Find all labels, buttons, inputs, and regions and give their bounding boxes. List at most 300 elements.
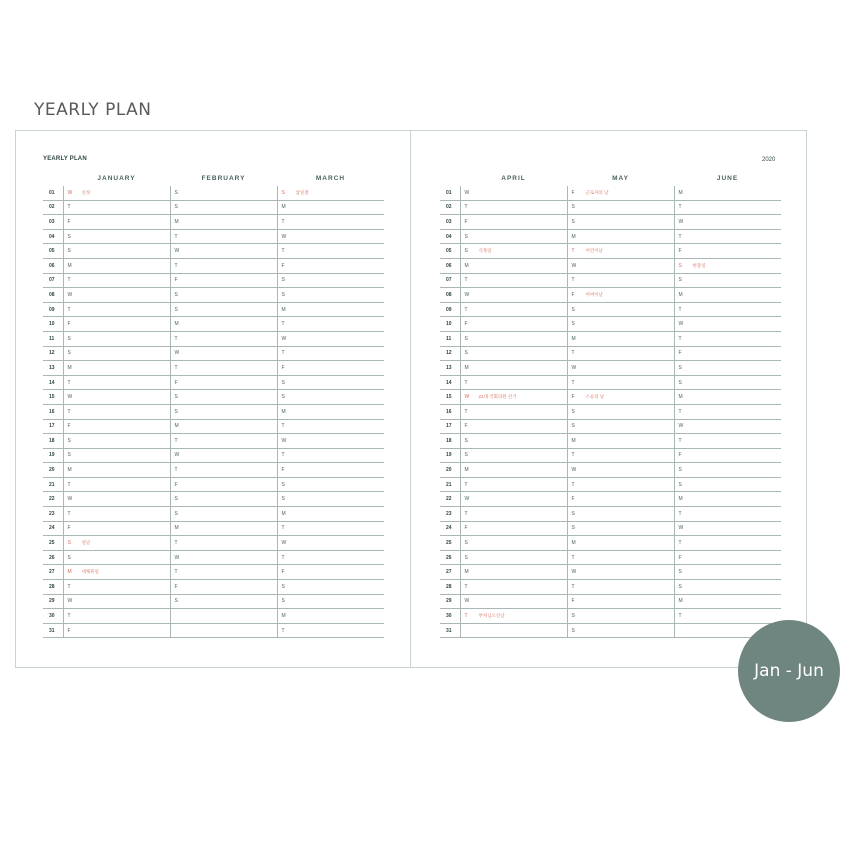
day-row	[43, 419, 384, 434]
weekday-letter: M	[174, 218, 179, 225]
day-cell[interactable]	[277, 258, 384, 273]
day-cell[interactable]	[170, 550, 277, 565]
day-cell[interactable]	[63, 623, 170, 638]
day-cell[interactable]	[170, 536, 277, 551]
day-cell[interactable]	[674, 565, 781, 580]
weekday-letter: T	[174, 364, 178, 371]
day-cell[interactable]	[460, 565, 567, 580]
day-cell[interactable]	[674, 361, 781, 376]
weekday-letter: S	[571, 321, 575, 328]
day-cell[interactable]	[63, 244, 170, 259]
day-number: 05	[43, 244, 63, 259]
day-cell[interactable]	[567, 419, 674, 434]
day-cell[interactable]	[567, 229, 674, 244]
day-cell[interactable]	[170, 317, 277, 332]
day-cell[interactable]	[567, 492, 674, 507]
weekday-letter: M	[464, 467, 469, 474]
day-cell[interactable]	[277, 317, 384, 332]
day-number: 09	[440, 302, 460, 317]
day-row	[43, 623, 384, 638]
day-cell[interactable]	[460, 258, 567, 273]
day-cell[interactable]	[277, 273, 384, 288]
day-cell[interactable]	[567, 200, 674, 215]
day-cell[interactable]	[460, 200, 567, 215]
day-cell[interactable]	[674, 477, 781, 492]
weekday-letter: W	[678, 321, 684, 328]
day-cell[interactable]	[460, 609, 567, 624]
day-row	[440, 609, 781, 624]
day-cell[interactable]	[674, 273, 781, 288]
weekday-letter: M	[678, 394, 683, 401]
day-number: 28	[440, 580, 460, 595]
day-number: 20	[440, 463, 460, 478]
day-cell[interactable]	[277, 404, 384, 419]
day-cell[interactable]	[170, 258, 277, 273]
day-number: 15	[440, 390, 460, 405]
day-cell[interactable]	[63, 609, 170, 624]
day-number: 27	[440, 565, 460, 580]
range-badge: Jan - Jun	[738, 620, 840, 722]
day-cell[interactable]	[277, 288, 384, 303]
day-number: 16	[43, 404, 63, 419]
day-cell[interactable]	[567, 258, 674, 273]
day-cell[interactable]	[277, 434, 384, 449]
weekday-letter: M	[67, 569, 72, 576]
day-cell[interactable]	[567, 244, 674, 259]
day-number: 29	[440, 594, 460, 609]
day-cell[interactable]	[674, 448, 781, 463]
day-cell[interactable]	[63, 331, 170, 346]
day-cell[interactable]	[170, 477, 277, 492]
weekday-letter: T	[174, 467, 178, 474]
day-cell[interactable]	[674, 521, 781, 536]
day-cell[interactable]	[460, 521, 567, 536]
day-cell[interactable]	[567, 317, 674, 332]
day-cell[interactable]	[460, 477, 567, 492]
day-number: 08	[440, 288, 460, 303]
day-cell[interactable]	[63, 434, 170, 449]
day-number: 22	[440, 492, 460, 507]
day-row	[440, 215, 781, 230]
weekday-letter: W	[174, 452, 180, 459]
weekday-letter: T	[174, 335, 178, 342]
day-cell[interactable]	[63, 536, 170, 551]
day-cell[interactable]	[63, 186, 170, 200]
weekday-letter: T	[571, 452, 575, 459]
day-number: 21	[440, 477, 460, 492]
day-cell[interactable]	[567, 536, 674, 551]
day-cell[interactable]	[63, 550, 170, 565]
day-cell[interactable]	[170, 580, 277, 595]
weekday-letter: T	[281, 423, 285, 430]
day-cell[interactable]	[170, 404, 277, 419]
weekday-letter: S	[678, 379, 682, 386]
day-cell[interactable]	[460, 375, 567, 390]
day-cell[interactable]	[277, 536, 384, 551]
day-cell[interactable]	[460, 273, 567, 288]
day-cell[interactable]	[63, 404, 170, 419]
day-cell[interactable]	[460, 623, 567, 638]
day-cell[interactable]	[674, 186, 781, 200]
weekday-letter: F	[281, 262, 285, 269]
day-cell[interactable]	[567, 215, 674, 230]
weekday-letter: M	[678, 189, 683, 196]
weekday-letter: S	[174, 291, 178, 298]
weekday-letter: T	[464, 204, 468, 211]
weekday-letter: T	[67, 379, 71, 386]
day-cell[interactable]	[567, 609, 674, 624]
day-cell[interactable]	[63, 273, 170, 288]
day-cell[interactable]	[674, 375, 781, 390]
weekday-letter: S	[281, 394, 285, 401]
weekday-letter: M	[571, 335, 576, 342]
day-number: 03	[43, 215, 63, 230]
day-cell[interactable]	[63, 317, 170, 332]
day-cell[interactable]	[277, 331, 384, 346]
day-row	[440, 536, 781, 551]
weekday-letter: S	[464, 350, 468, 357]
weekday-letter: S	[678, 262, 682, 269]
day-cell[interactable]	[277, 302, 384, 317]
day-cell[interactable]	[277, 229, 384, 244]
day-row	[43, 609, 384, 624]
day-row	[440, 404, 781, 419]
holiday-note: 부처님오신날	[478, 613, 505, 619]
weekday-letter: T	[67, 583, 71, 590]
weekday-letter: T	[281, 627, 285, 634]
day-cell[interactable]	[674, 244, 781, 259]
day-cell[interactable]	[170, 361, 277, 376]
day-cell[interactable]	[674, 594, 781, 609]
day-cell[interactable]	[63, 390, 170, 405]
day-cell[interactable]	[460, 507, 567, 522]
weekday-letter: T	[678, 335, 682, 342]
weekday-letter: W	[571, 364, 577, 371]
day-cell[interactable]	[63, 492, 170, 507]
weekday-letter: W	[281, 233, 287, 240]
day-cell[interactable]	[277, 186, 384, 200]
day-cell[interactable]	[567, 302, 674, 317]
weekday-letter: F	[464, 525, 468, 532]
day-number: 31	[440, 623, 460, 638]
day-cell[interactable]	[170, 302, 277, 317]
weekday-letter: M	[281, 408, 286, 415]
day-cell[interactable]	[170, 200, 277, 215]
day-cell[interactable]	[63, 375, 170, 390]
day-cell[interactable]	[170, 273, 277, 288]
day-row	[440, 477, 781, 492]
day-row	[43, 258, 384, 273]
day-cell[interactable]	[277, 448, 384, 463]
day-cell[interactable]	[170, 594, 277, 609]
day-cell[interactable]	[63, 200, 170, 215]
day-cell[interactable]	[567, 331, 674, 346]
day-cell[interactable]	[674, 258, 781, 273]
day-cell[interactable]	[674, 331, 781, 346]
day-cell[interactable]	[277, 492, 384, 507]
day-cell[interactable]	[170, 288, 277, 303]
day-cell[interactable]	[63, 594, 170, 609]
day-cell[interactable]	[567, 361, 674, 376]
day-cell[interactable]	[277, 477, 384, 492]
day-cell[interactable]	[277, 200, 384, 215]
day-cell[interactable]	[567, 404, 674, 419]
day-row	[43, 288, 384, 303]
day-number: 14	[440, 375, 460, 390]
day-cell[interactable]	[63, 419, 170, 434]
day-cell[interactable]	[63, 580, 170, 595]
day-cell[interactable]	[460, 317, 567, 332]
day-cell[interactable]	[460, 346, 567, 361]
day-cell[interactable]	[567, 346, 674, 361]
day-cell[interactable]	[170, 609, 277, 624]
day-cell[interactable]	[674, 302, 781, 317]
day-cell[interactable]	[460, 229, 567, 244]
day-number: 14	[43, 375, 63, 390]
day-cell[interactable]	[170, 434, 277, 449]
day-cell[interactable]	[170, 521, 277, 536]
day-cell[interactable]	[567, 521, 674, 536]
weekday-letter: W	[464, 189, 470, 196]
day-cell[interactable]	[277, 565, 384, 580]
day-cell[interactable]	[460, 361, 567, 376]
page-gutter	[410, 130, 411, 668]
weekday-letter: S	[678, 277, 682, 284]
day-cell[interactable]	[674, 229, 781, 244]
day-row	[440, 244, 781, 259]
day-number-header	[43, 170, 63, 186]
weekday-letter: W	[281, 437, 287, 444]
day-cell[interactable]	[567, 565, 674, 580]
day-cell[interactable]	[567, 463, 674, 478]
weekday-letter: W	[67, 189, 73, 196]
day-cell[interactable]	[170, 390, 277, 405]
day-cell[interactable]	[567, 594, 674, 609]
weekday-letter: T	[281, 525, 285, 532]
day-cell[interactable]	[460, 186, 567, 200]
weekday-letter: M	[678, 291, 683, 298]
weekday-letter: W	[67, 291, 73, 298]
month-header-may: MAY	[612, 174, 629, 182]
day-cell[interactable]	[674, 390, 781, 405]
day-cell[interactable]	[63, 361, 170, 376]
day-cell[interactable]	[170, 448, 277, 463]
day-row	[43, 594, 384, 609]
day-cell[interactable]	[460, 492, 567, 507]
day-cell[interactable]	[567, 273, 674, 288]
weekday-letter: W	[571, 569, 577, 576]
weekday-letter: T	[464, 613, 468, 620]
day-cell[interactable]	[674, 317, 781, 332]
day-cell[interactable]	[277, 507, 384, 522]
day-cell[interactable]	[63, 521, 170, 536]
day-cell[interactable]	[63, 507, 170, 522]
day-cell[interactable]	[674, 200, 781, 215]
day-cell[interactable]	[63, 258, 170, 273]
day-cell[interactable]	[567, 390, 674, 405]
day-cell[interactable]	[170, 244, 277, 259]
day-cell[interactable]	[277, 419, 384, 434]
day-row	[440, 419, 781, 434]
day-number: 04	[440, 229, 460, 244]
day-cell[interactable]	[170, 375, 277, 390]
day-cell[interactable]	[277, 346, 384, 361]
day-number: 30	[440, 609, 460, 624]
day-cell[interactable]	[170, 186, 277, 200]
weekday-letter: S	[571, 510, 575, 517]
weekday-letter: T	[281, 218, 285, 225]
day-cell[interactable]	[170, 419, 277, 434]
day-cell[interactable]	[674, 580, 781, 595]
day-cell[interactable]	[674, 609, 781, 624]
weekday-letter: M	[281, 510, 286, 517]
day-cell[interactable]	[567, 580, 674, 595]
day-cell[interactable]	[277, 244, 384, 259]
weekday-letter: T	[571, 583, 575, 590]
day-number: 27	[43, 565, 63, 580]
weekday-letter: F	[174, 583, 178, 590]
weekday-letter: F	[281, 569, 285, 576]
day-row	[440, 492, 781, 507]
day-cell[interactable]	[674, 288, 781, 303]
day-cell[interactable]	[277, 390, 384, 405]
day-cell[interactable]	[277, 550, 384, 565]
day-cell[interactable]	[567, 550, 674, 565]
weekday-letter: W	[678, 218, 684, 225]
day-cell[interactable]	[277, 361, 384, 376]
day-number: 17	[43, 419, 63, 434]
day-cell[interactable]	[674, 346, 781, 361]
day-cell[interactable]	[460, 434, 567, 449]
day-cell[interactable]	[277, 375, 384, 390]
day-cell[interactable]	[63, 463, 170, 478]
day-cell[interactable]	[567, 288, 674, 303]
day-cell[interactable]	[277, 580, 384, 595]
day-row	[43, 492, 384, 507]
day-cell[interactable]	[63, 448, 170, 463]
weekday-letter: T	[571, 554, 575, 561]
day-row	[440, 302, 781, 317]
weekday-letter: M	[281, 613, 286, 620]
day-cell[interactable]	[277, 594, 384, 609]
day-cell[interactable]	[460, 419, 567, 434]
day-cell[interactable]	[170, 492, 277, 507]
day-cell[interactable]	[277, 623, 384, 638]
day-cell[interactable]	[460, 594, 567, 609]
day-cell[interactable]	[460, 550, 567, 565]
weekday-letter: M	[571, 233, 576, 240]
day-number: 02	[440, 200, 460, 215]
day-cell[interactable]	[567, 623, 674, 638]
day-cell[interactable]	[567, 477, 674, 492]
day-cell[interactable]	[567, 507, 674, 522]
weekday-letter: T	[281, 554, 285, 561]
day-cell[interactable]	[674, 419, 781, 434]
day-cell[interactable]	[567, 448, 674, 463]
weekday-letter: S	[281, 496, 285, 503]
day-cell[interactable]	[63, 229, 170, 244]
weekday-letter: S	[678, 583, 682, 590]
left-month-grid	[43, 170, 384, 638]
day-row	[440, 200, 781, 215]
day-cell[interactable]	[460, 288, 567, 303]
day-cell[interactable]	[170, 215, 277, 230]
day-cell[interactable]	[277, 609, 384, 624]
day-cell[interactable]	[63, 215, 170, 230]
day-cell[interactable]	[277, 521, 384, 536]
day-cell[interactable]	[170, 229, 277, 244]
day-number: 15	[43, 390, 63, 405]
day-cell[interactable]	[63, 302, 170, 317]
weekday-letter: F	[678, 554, 682, 561]
weekday-letter: W	[571, 467, 577, 474]
day-cell[interactable]	[674, 507, 781, 522]
day-cell[interactable]	[170, 331, 277, 346]
day-cell[interactable]	[567, 186, 674, 200]
day-cell[interactable]	[170, 463, 277, 478]
day-cell[interactable]	[674, 536, 781, 551]
day-cell[interactable]	[277, 463, 384, 478]
day-row	[440, 594, 781, 609]
day-cell[interactable]	[674, 215, 781, 230]
day-cell[interactable]	[674, 434, 781, 449]
weekday-letter: T	[678, 510, 682, 517]
day-row	[43, 580, 384, 595]
day-row	[43, 448, 384, 463]
day-cell[interactable]	[674, 404, 781, 419]
weekday-letter: T	[67, 306, 71, 313]
day-cell[interactable]	[277, 215, 384, 230]
holiday-note: 21대 국회의원 선거	[478, 394, 517, 400]
day-number: 25	[43, 536, 63, 551]
day-number-header	[440, 170, 460, 186]
day-cell[interactable]	[567, 375, 674, 390]
day-cell[interactable]	[170, 565, 277, 580]
day-cell[interactable]	[460, 404, 567, 419]
day-cell[interactable]	[170, 507, 277, 522]
day-cell[interactable]	[460, 390, 567, 405]
day-cell[interactable]	[460, 331, 567, 346]
day-cell[interactable]	[170, 623, 277, 638]
weekday-letter: W	[464, 598, 470, 605]
day-cell[interactable]	[674, 550, 781, 565]
weekday-letter: F	[174, 379, 178, 386]
day-cell[interactable]	[170, 346, 277, 361]
day-cell[interactable]	[63, 565, 170, 580]
day-cell[interactable]	[674, 492, 781, 507]
day-cell[interactable]	[460, 448, 567, 463]
day-cell[interactable]	[460, 580, 567, 595]
day-row	[43, 434, 384, 449]
day-number: 28	[43, 580, 63, 595]
day-cell[interactable]	[460, 215, 567, 230]
weekday-letter: S	[67, 452, 71, 459]
day-cell[interactable]	[460, 536, 567, 551]
weekday-letter: S	[464, 452, 468, 459]
day-cell[interactable]	[63, 346, 170, 361]
day-cell[interactable]	[460, 463, 567, 478]
day-row	[440, 375, 781, 390]
day-cell[interactable]	[460, 302, 567, 317]
weekday-letter: F	[571, 189, 575, 196]
day-cell[interactable]	[567, 434, 674, 449]
day-cell[interactable]	[460, 244, 567, 259]
day-cell[interactable]	[63, 288, 170, 303]
day-cell[interactable]	[63, 477, 170, 492]
day-row	[440, 448, 781, 463]
weekday-letter: S	[67, 335, 71, 342]
day-cell[interactable]	[674, 463, 781, 478]
